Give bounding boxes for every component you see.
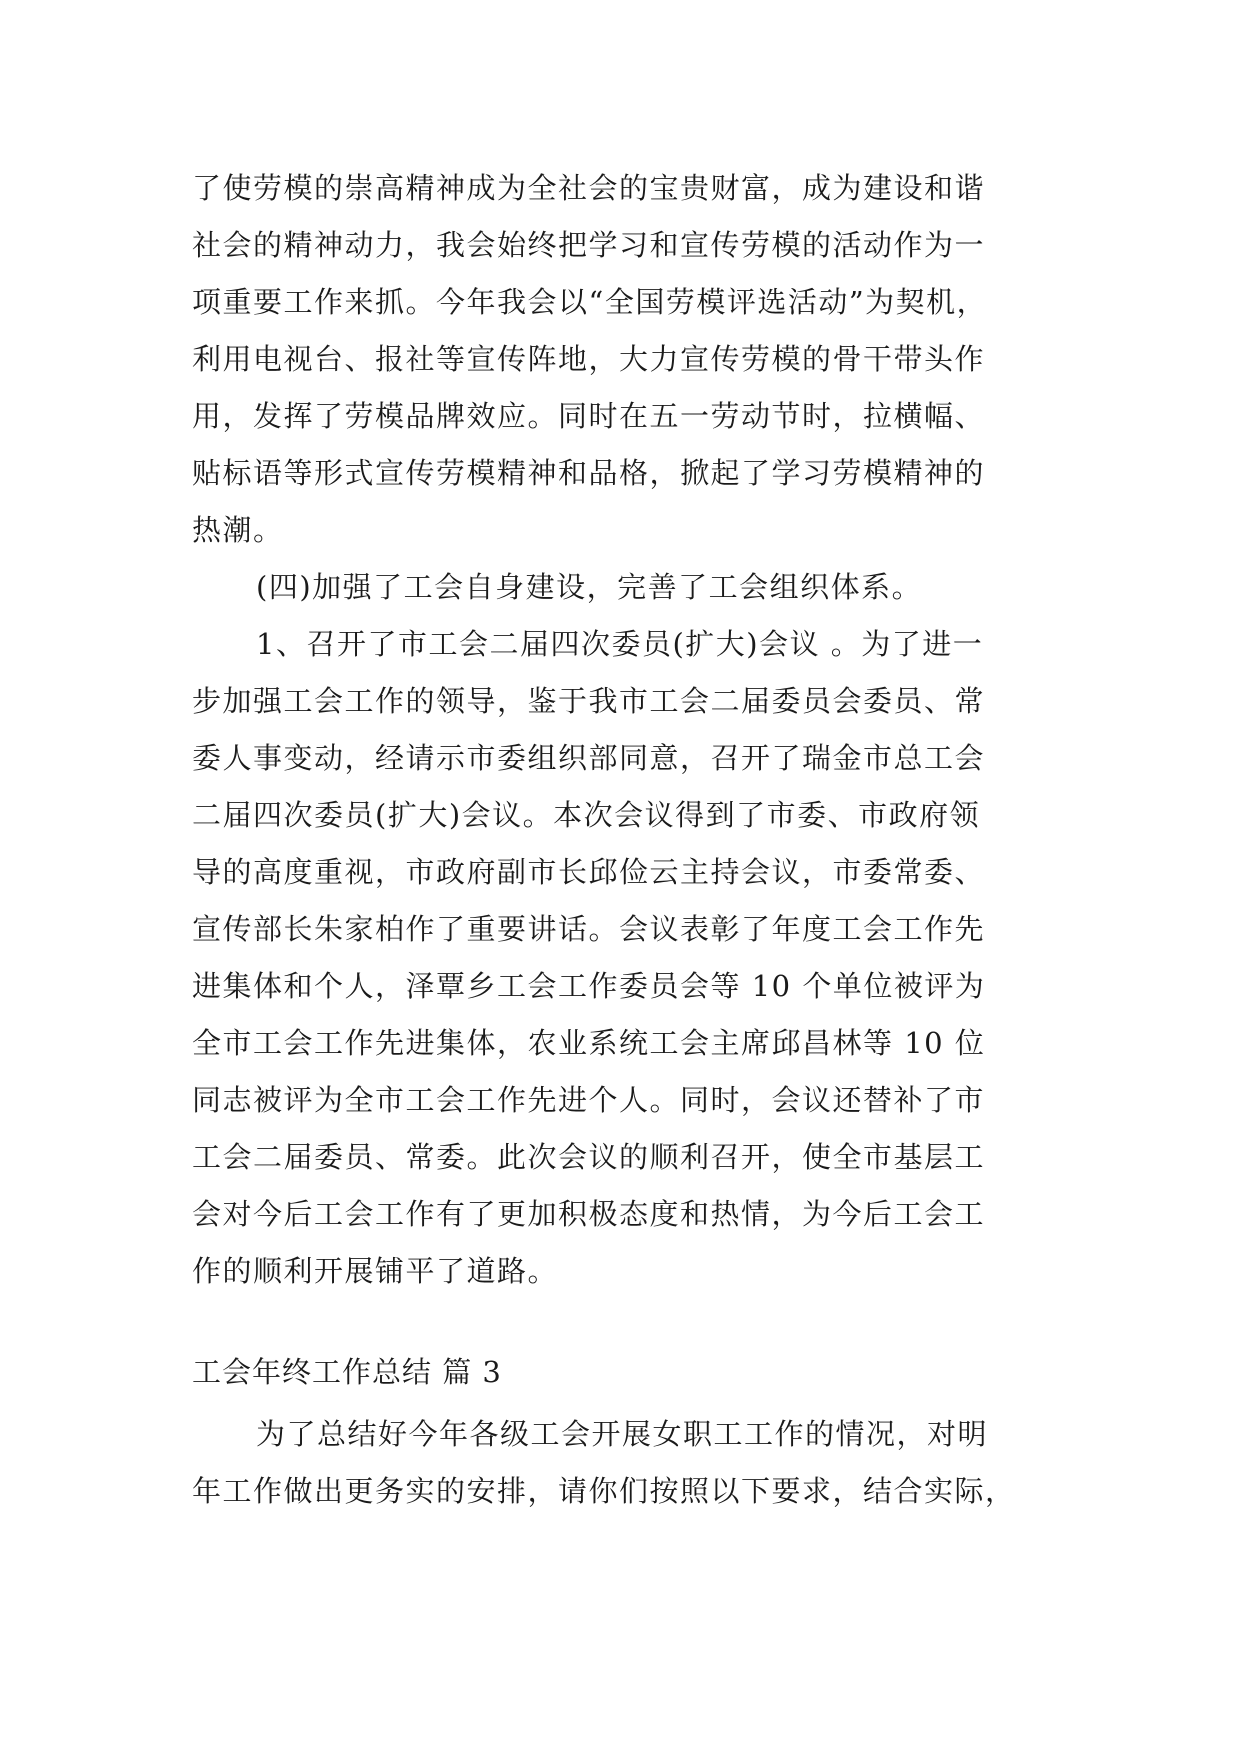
paragraph-line: 步加强工会工作的领导，鉴于我市工会二届委员会委员、常: [192, 684, 986, 718]
paragraph-line: 二届四次委员(扩大)会议。本次会议得到了市委、市政府领: [192, 798, 981, 832]
section-title: 工会年终工作总结 篇 3: [192, 1355, 502, 1389]
paragraph-line: 利用电视台、报社等宣传阵地，大力宣传劳模的骨干带头作: [192, 342, 986, 376]
paragraph-line: 贴标语等形式宣传劳模精神和品格，掀起了学习劳模精神的: [192, 456, 986, 490]
paragraph-line: 1、召开了市工会二届四次委员(扩大)会议 。为了进一: [256, 627, 984, 661]
paragraph-line: 同志被评为全市工会工作先进个人。同时，会议还替补了市: [192, 1083, 986, 1117]
paragraph-line: 了使劳模的崇高精神成为全社会的宝贵财富，成为建设和谐: [192, 171, 986, 205]
paragraph-line: 作的顺利开展铺平了道路。: [192, 1254, 559, 1288]
paragraph-line: 工会二届委员、常委。此次会议的顺利召开，使全市基层工: [192, 1140, 986, 1174]
paragraph-line: 委人事变动，经请示市委组织部同意，召开了瑞金市总工会: [192, 741, 986, 775]
paragraph-line: 用，发挥了劳模品牌效应。同时在五一劳动节时，拉横幅、: [192, 399, 986, 433]
paragraph-line: 热潮。: [192, 513, 284, 547]
paragraph-line: 会对今后工会工作有了更加积极态度和热情，为今后工会工: [192, 1197, 986, 1231]
paragraph-line: 全市工会工作先进集体，农业系统工会主席邱昌林等 10 位: [192, 1026, 986, 1060]
paragraph-line: 导的高度重视，市政府副市长邱俭云主持会议，市委常委、: [192, 855, 986, 889]
paragraph-line: 社会的精神动力，我会始终把学习和宣传劳模的活动作为一: [192, 228, 986, 262]
paragraph-line: 年工作做出更务实的安排，请你们按照以下要求，结合实际，: [192, 1474, 1016, 1508]
paragraph-line: 为了总结好今年各级工会开展女职工工作的情况，对明: [256, 1417, 989, 1451]
paragraph-line: 进集体和个人，泽覃乡工会工作委员会等 10 个单位被评为: [192, 969, 986, 1003]
paragraph-line: 宣传部长朱家柏作了重要讲话。会议表彰了年度工会工作先: [192, 912, 986, 946]
section-heading-line: (四)加强了工会自身建设，完善了工会组织体系。: [256, 570, 923, 604]
paragraph-line: 项重要工作来抓。今年我会以“全国劳模评选活动”为契机，: [192, 285, 988, 319]
